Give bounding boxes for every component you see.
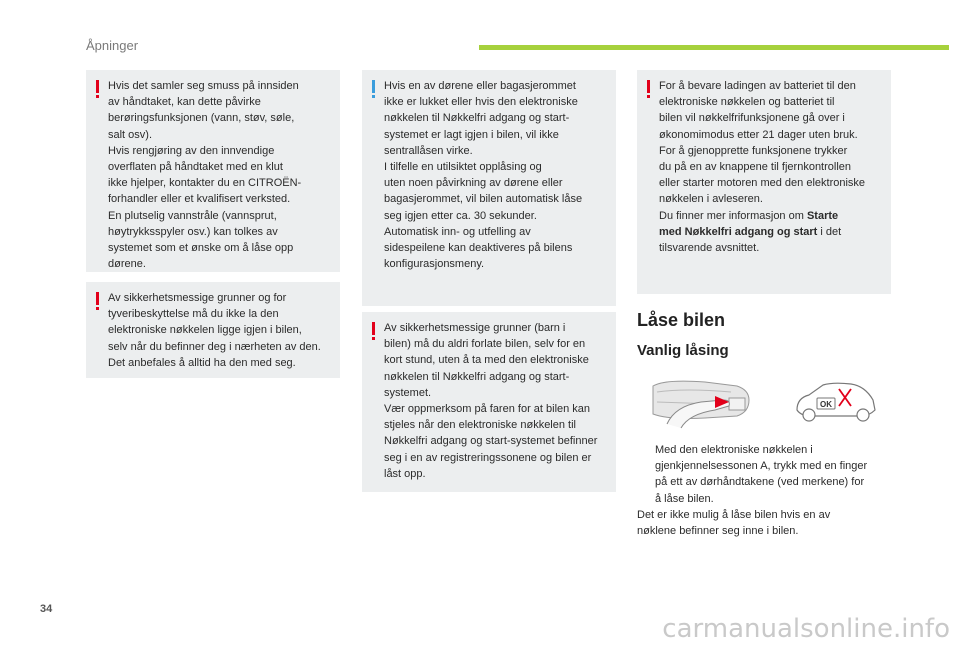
warning-note-battery [637, 70, 891, 294]
info-note-central-locking [362, 70, 616, 306]
cross-reference: Starte med Nøkkelfri adgang og start [659, 209, 839, 238]
section-title: Åpninger [86, 38, 139, 53]
heading-lock-car: Låse bilen [637, 310, 726, 330]
door-handle-illustration [645, 376, 885, 430]
note-text: Av sikkerhetsmessige grunner og for tyveribeskyttelse må du ikke la den elektroniske nøkkelen ligge igjen i bilen, selv når du befinner deg i nærheten av den. Det anbefales å alltid ha den med seg. [108, 292, 321, 369]
info-icon [371, 80, 376, 98]
ok-label: OK [820, 400, 832, 409]
warning-icon [371, 322, 376, 340]
warning-note-dirt [86, 70, 340, 272]
bullet-text: Med den elektroniske nøkkelen i gjenkjennelsessonen A, trykk med en finger på ett av dørhåndtakene (ved merkene) for å låse bilen. [655, 444, 868, 505]
watermark: carmanualsonline.info [662, 614, 950, 644]
section-accent-bar [479, 45, 949, 50]
note-text: Hvis det samler seg smuss på innsiden av håndtaket, kan dette påvirke berøringsfunksjonen (vann, støv, søle, salt osv). Hvis rengjøring av den innvendige overflaten på håndtaket med en klut ikke hjelper, kontakter du en CITROËN- forhandler eller et kvalifisert verksted. En plutselig vannstråle (vannsprut, høytrykksspyler osv.) kan tolkes av systemet som et ønske om å låse opp dørene. [108, 80, 302, 271]
paragraph: Det er ikke mulig å låse bilen hvis en av nøklene befinner seg inne i bilen. [637, 508, 831, 538]
page-number: 34 [40, 603, 53, 615]
locking-illustration [645, 376, 885, 430]
warning-icon [95, 292, 100, 310]
note-text: Av sikkerhetsmessige grunner (barn i bilen) må du aldri forlate bilen, selv for en kort stund, uten å ta med den elektroniske nøkkelen til Nøkkelfri adgang og start- systemet. Vær oppmerksom på faren for at bilen kan stjeles når den elektroniske nøkkelen til Nøkkelfri adgang og start-systemet befinner seg i en av registreringssonene og bilen er låst opp. [384, 322, 598, 480]
list-item [637, 442, 891, 507]
bullet-icon [637, 442, 655, 507]
warning-icon [95, 80, 100, 98]
warning-icon [646, 80, 651, 98]
subheading-normal-locking: Vanlig låsing [637, 342, 729, 359]
locking-instructions [637, 442, 891, 539]
note-text: Hvis en av dørene eller bagasjerommet ikke er lukket eller hvis den elektroniske nøkkelen til Nøkkelfri adgang og start- systemet er lagt igjen i bilen, vil ikke sentrallåsen virke. I tilfelle en utilsiktet opplåsing og uten noen påvirkning av dørene eller bagasjerommet, vil bilen automatisk låse seg igjen etter ca. 30 sekunder. Automatisk inn- og utfelling av sidespeilene kan deaktiveres på bilens konfigurasjonsmeny. [384, 80, 583, 271]
warning-note-theft [86, 282, 340, 378]
note-text: For å bevare ladingen av batteriet til den elektroniske nøkkelen og batteriet til bilen vil nøkkelfrifunksjonene gå over i økonomimodus etter 21 dager uten bruk. For å gjenopprette funksjonene trykker du på en av knappene til fjernkontrollen eller starter motoren med den elektroniske nøkkelen i avleseren. Du finner mer informasjon om Starte med Nøkkelfri adgang og start i det tilsvarende avsnittet. [659, 80, 866, 255]
warning-note-children [362, 312, 616, 492]
